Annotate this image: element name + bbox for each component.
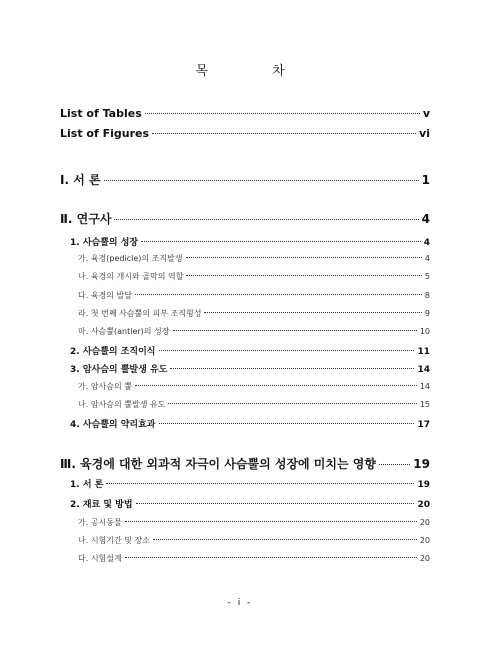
dot-leader bbox=[125, 521, 417, 522]
toc-entry-label: 1. 서 론 bbox=[70, 480, 104, 490]
toc-entry-label: Ⅰ. 서 론 bbox=[60, 173, 101, 187]
toc-entry-label: 1. 사슴뿔의 성장 bbox=[70, 238, 139, 248]
toc-entry-label: 다. 육경의 발달 bbox=[78, 291, 132, 300]
toc-entry-section bbox=[70, 362, 430, 375]
toc-entry-subsection bbox=[78, 271, 430, 282]
toc-entry-list-of-figures bbox=[60, 127, 430, 140]
toc-entry-page: 9 bbox=[424, 309, 430, 318]
dot-leader bbox=[152, 133, 416, 134]
toc-entry-page: 14 bbox=[419, 382, 430, 391]
toc-entry-chapter-3 bbox=[60, 455, 430, 472]
toc-entry-section bbox=[70, 497, 430, 510]
toc-entry-label: List of Figures bbox=[60, 127, 150, 140]
toc-entry-chapter-1 bbox=[60, 171, 430, 188]
toc-entry-list-of-tables bbox=[60, 107, 430, 120]
toc-entry-page: 15 bbox=[419, 400, 430, 409]
toc-entry-section bbox=[70, 344, 430, 357]
toc-entry-subsection bbox=[78, 308, 430, 319]
dot-leader bbox=[141, 241, 421, 242]
toc-entry-page: 20 bbox=[419, 554, 430, 563]
toc-entry-label: 나. 암사슴의 뿔발생 유도 bbox=[78, 400, 166, 409]
toc-entry-label: 2. 사슴뿔의 조직이식 bbox=[70, 347, 156, 357]
toc-entry-subsection bbox=[78, 535, 430, 546]
toc-entry-label: Ⅱ. 연구사 bbox=[60, 212, 112, 226]
toc-entry-page: 11 bbox=[417, 347, 430, 357]
dot-leader bbox=[145, 113, 420, 114]
toc-entry-page: 8 bbox=[424, 291, 430, 300]
dot-leader bbox=[173, 330, 417, 331]
toc-entry-label: 4. 사슴뿔의 약리효과 bbox=[70, 420, 156, 430]
dot-leader bbox=[125, 557, 417, 558]
toc-entry-label: 2. 재료 및 방법 bbox=[70, 500, 133, 510]
toc-entry-page: 14 bbox=[417, 365, 430, 375]
toc-entry-label: List of Tables bbox=[60, 107, 142, 120]
toc-entry-subsection bbox=[78, 290, 430, 301]
dot-leader bbox=[135, 385, 417, 386]
toc-entry-page: vi bbox=[419, 127, 430, 140]
dot-leader bbox=[106, 483, 414, 484]
toc-entry-label: Ⅲ. 육경에 대한 외과적 자극이 사슴뿔의 성장에 미치는 영향 bbox=[60, 457, 376, 471]
dot-leader bbox=[114, 219, 418, 220]
dot-leader bbox=[170, 368, 414, 369]
dot-leader bbox=[186, 275, 421, 276]
toc-entry-subsection bbox=[78, 399, 430, 410]
dot-leader bbox=[136, 503, 415, 504]
toc-entry-label: 나. 육경의 개시와 골막의 역할 bbox=[78, 272, 184, 281]
toc-entry-label: 가. 암사슴의 뿔 bbox=[78, 382, 132, 391]
toc-entry-subsection bbox=[78, 381, 430, 392]
toc-entry-label: 라. 첫 번째 사슴뿔의 피부 조직형성 bbox=[78, 309, 202, 318]
toc-entry-page: 19 bbox=[413, 457, 430, 471]
toc-entry-label: 다. 시험설계 bbox=[78, 554, 122, 563]
dot-leader bbox=[168, 403, 416, 404]
toc-entry-subsection bbox=[78, 326, 430, 337]
toc-entry-label: 나. 시험기간 및 장소 bbox=[78, 536, 150, 545]
toc-title: 목 차 bbox=[195, 64, 315, 79]
toc-entry-section bbox=[70, 235, 430, 248]
dot-leader bbox=[135, 294, 422, 295]
toc-entry-page: 20 bbox=[419, 518, 430, 527]
toc-entry-section bbox=[70, 417, 430, 430]
toc-entry-chapter-2 bbox=[60, 210, 430, 227]
toc-entry-page: 4 bbox=[423, 238, 430, 248]
toc-entry-page: 4 bbox=[424, 254, 430, 263]
page-number: - i - bbox=[227, 598, 253, 608]
dot-leader bbox=[153, 539, 417, 540]
toc-entry-page: 20 bbox=[417, 500, 430, 510]
dot-leader bbox=[379, 464, 410, 465]
toc-entry-label: 3. 암사슴의 뿔발생 유도 bbox=[70, 365, 168, 375]
toc-entry-page: 1 bbox=[421, 173, 430, 187]
toc-entry-page: v bbox=[422, 107, 430, 120]
toc-entry-page: 10 bbox=[419, 327, 430, 336]
dot-leader bbox=[159, 423, 415, 424]
toc-entry-page: 20 bbox=[419, 536, 430, 545]
toc-entry-subsection bbox=[78, 517, 430, 528]
toc-entry-page: 17 bbox=[417, 420, 430, 430]
toc-entry-page: 5 bbox=[424, 272, 430, 281]
toc-entry-subsection bbox=[78, 253, 430, 264]
toc-entry-subsection bbox=[78, 553, 430, 564]
dot-leader bbox=[186, 257, 422, 258]
dot-leader bbox=[204, 312, 421, 313]
dot-leader bbox=[104, 180, 419, 181]
toc-entry-page: 19 bbox=[417, 480, 430, 490]
toc-entry-label: 마. 사슴뿔(antler)의 성장 bbox=[78, 327, 170, 336]
toc-entry-section bbox=[70, 477, 430, 490]
toc-entry-page: 4 bbox=[421, 212, 430, 226]
toc-entry-label: 가. 육경(pedicle)의 조직발생 bbox=[78, 254, 183, 263]
toc-entry-label: 가. 공시동물 bbox=[78, 518, 122, 527]
dot-leader bbox=[159, 350, 415, 351]
